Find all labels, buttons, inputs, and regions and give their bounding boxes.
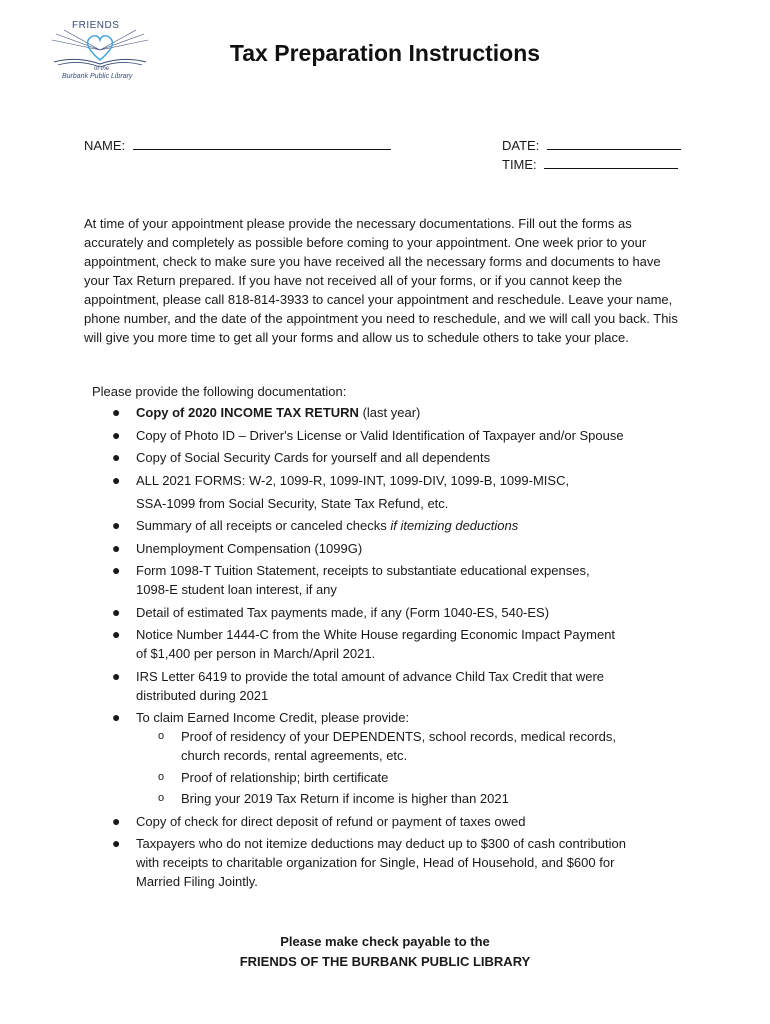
documentation-list [100, 403, 680, 895]
item-text: Copy of check for direct deposit of refund or payment of taxes owed [136, 813, 526, 829]
list-item [100, 667, 680, 705]
circle-bullet-icon: o [158, 770, 165, 783]
footer-line-2: FRIENDS OF THE BURBANK PUBLIC LIBRARY [239, 954, 531, 969]
time-label: TIME: [502, 157, 537, 172]
item-text: Unemployment Compensation (1099G) [136, 540, 363, 556]
list-item [100, 471, 680, 513]
list-item [100, 516, 680, 535]
item-italic-text: if itemizing deductions [390, 518, 519, 533]
item-text: with receipts to charitable organization for Single, Head of Household, and $600 for [136, 855, 615, 870]
item-text: ALL 2021 FORMS: W-2, 1099-R, 1099-INT, 1099-DIV, 1099-B, 1099-MISC, [136, 472, 570, 488]
footer-line-1: Please make check payable to the [280, 934, 490, 949]
bullet-icon: ● [112, 539, 121, 556]
item-text: Summary of all receipts or canceled checks [136, 518, 391, 533]
item-text: Form 1098-T Tuition Statement, receipts to substantiate educational expenses, [136, 563, 590, 578]
logo-of-text: of the [94, 66, 110, 72]
item-text: 1098-E student loan interest, if any [136, 582, 337, 597]
item-text: distributed during 2021 [136, 687, 269, 703]
name-input-line[interactable] [133, 137, 391, 150]
documentation-intro: Please provide the following documentation: [92, 384, 347, 399]
item-text: Copy of Photo ID – Driver's License or Valid Identification of Taxpayer and/or Spouse [136, 427, 624, 443]
list-item [100, 426, 680, 445]
bullet-icon: ● [112, 626, 121, 642]
sub-list-item [136, 789, 680, 808]
item-text: Copy of Social Security Cards for yourself and all dependents [136, 450, 491, 465]
list-item [100, 603, 680, 622]
date-label: DATE: [502, 138, 540, 153]
bullet-icon: ● [112, 562, 121, 578]
name-label: NAME: [84, 138, 126, 153]
item-text: IRS Letter 6419 to provide the total amount of advance Child Tax Credit that were [136, 668, 605, 684]
item-text: of $1,400 per person in March/April 2021. [136, 646, 376, 661]
date-field[interactable] [502, 137, 681, 153]
eic-sublist [136, 727, 680, 808]
bullet-icon: ● [112, 404, 121, 420]
circle-bullet-icon: o [158, 730, 165, 742]
bullet-icon: ● [112, 812, 121, 829]
date-input-line[interactable] [547, 137, 681, 150]
item-text: (last year) [358, 405, 421, 420]
bullet-icon: ● [112, 603, 121, 620]
payment-note [0, 932, 770, 972]
item-text: church records, rental agreements, etc. [181, 748, 408, 763]
list-item [100, 625, 680, 663]
bullet-icon: ● [112, 835, 121, 851]
item-text: Notice Number 1444-C from the White House regarding Economic Impact Payment [136, 627, 616, 642]
logo-bottom-text: Burbank Public Library [62, 73, 133, 80]
bullet-icon: ● [112, 667, 121, 684]
sub-list-item [136, 768, 680, 787]
page-title: Tax Preparation Instructions [229, 40, 541, 66]
bullet-icon: ● [112, 471, 121, 488]
circle-bullet-icon: o [158, 792, 165, 804]
instructions-paragraph: At time of your appointment please provide the necessary documentations. Fill out the forms as accurately and completely as possible before coming to your appointment. One week prior to your appointment, check to make sure you have received all the necessary forms and documents to have your Tax Return prepared. If you have not received all of your forms, or if you cannot keep the appointment, please call 818-814-3933 to cancel your appointment and reschedule. Leave your name, phone number, and the date of the appointment you need to reschedule, and we will call you back. This will give you more time to get all your forms and allow us to schedule others to take your place. [84, 216, 678, 345]
list-item [100, 448, 680, 467]
item-text: Taxpayers who do not itemize deductions may deduct up to $300 of cash contribution [136, 836, 626, 851]
list-item [100, 539, 680, 558]
item-text: SSA-1099 from Social Security, State Tax Refund, etc. [136, 495, 449, 511]
list-item [100, 812, 680, 831]
name-field[interactable] [84, 137, 391, 153]
bullet-icon: ● [112, 709, 121, 725]
item-text: Detail of estimated Tax payments made, if any (Form 1040-ES, 540-ES) [136, 604, 550, 620]
item-bold-text: Copy of 2020 INCOME TAX RETURN [136, 405, 359, 420]
item-text: Married Filing Jointly. [136, 874, 258, 889]
item-text: Proof of residency of your DEPENDENTS, school records, medical records, [181, 729, 616, 744]
list-item [100, 403, 680, 422]
logo-top-text: FRIENDS [72, 20, 120, 31]
bullet-icon: ● [112, 517, 121, 533]
item-text: Proof of relationship; birth certificate [181, 769, 389, 785]
bullet-icon: ● [112, 449, 121, 465]
list-item [100, 834, 680, 891]
bullet-icon: ● [112, 426, 121, 443]
sub-list-item [136, 727, 680, 765]
time-input-line[interactable] [544, 156, 678, 169]
item-text: To claim Earned Income Credit, please provide: [136, 710, 410, 725]
time-field[interactable] [502, 156, 678, 172]
list-item [100, 561, 680, 599]
item-text: Bring your 2019 Tax Return if income is higher than 2021 [181, 791, 509, 806]
list-item [100, 708, 680, 808]
